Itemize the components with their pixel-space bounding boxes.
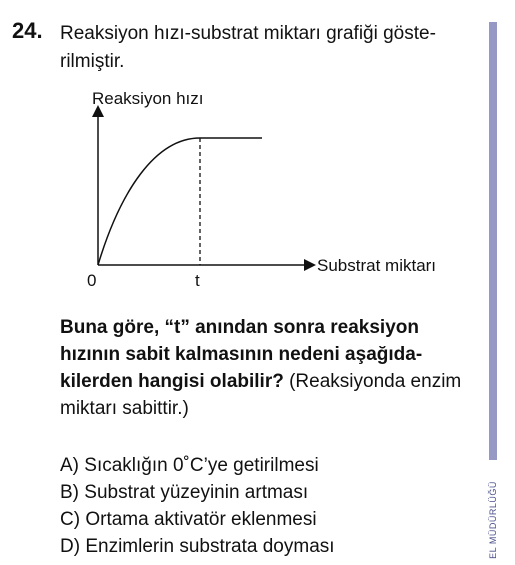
question-stem-note: (Reaksiyonda enzim miktarı sabittir.)	[60, 371, 462, 419]
option-text: Enzimlerin substrata doyması	[85, 536, 335, 557]
x-axis-label: Substrat miktarı	[317, 256, 437, 275]
question-intro	[60, 20, 470, 76]
intro-line-2: rilmiştir.	[60, 51, 125, 72]
reaction-rate-graph	[60, 82, 460, 292]
option-text: Sıcaklığın 0˚C’ye getirilmesi	[84, 455, 319, 476]
question-stem-bold: Buna göre, “t” anından sonra reaksiyon hızının sabit kalmasının nedeni aşağıda-kilerden hangisi olabilir?	[60, 317, 423, 392]
side-label: EL MÜDÜRLÜĞÜ	[488, 481, 498, 559]
rate-curve	[98, 138, 262, 265]
intro-line-1: Reaksiyon hızı-substrat miktarı grafiği göste-	[60, 23, 436, 44]
question-number: 24.	[12, 18, 43, 43]
option-text: Substrat yüzeyinin artması	[84, 482, 309, 503]
origin-label: 0	[87, 271, 97, 290]
t-label: t	[195, 271, 200, 290]
option-letter: A)	[60, 455, 79, 476]
option-letter: C)	[60, 509, 81, 530]
option-letter: D)	[60, 536, 81, 557]
option-c[interactable]	[60, 506, 335, 533]
question-stem	[60, 314, 470, 422]
option-letter: B)	[60, 482, 79, 503]
option-d[interactable]	[60, 533, 335, 560]
option-b[interactable]	[60, 479, 335, 506]
answer-options	[60, 452, 335, 560]
option-text: Ortama aktivatör eklenmesi	[85, 509, 317, 530]
side-color-bar	[489, 22, 497, 460]
option-a[interactable]	[60, 452, 335, 479]
y-axis-label: Reaksiyon hızı	[92, 89, 204, 108]
